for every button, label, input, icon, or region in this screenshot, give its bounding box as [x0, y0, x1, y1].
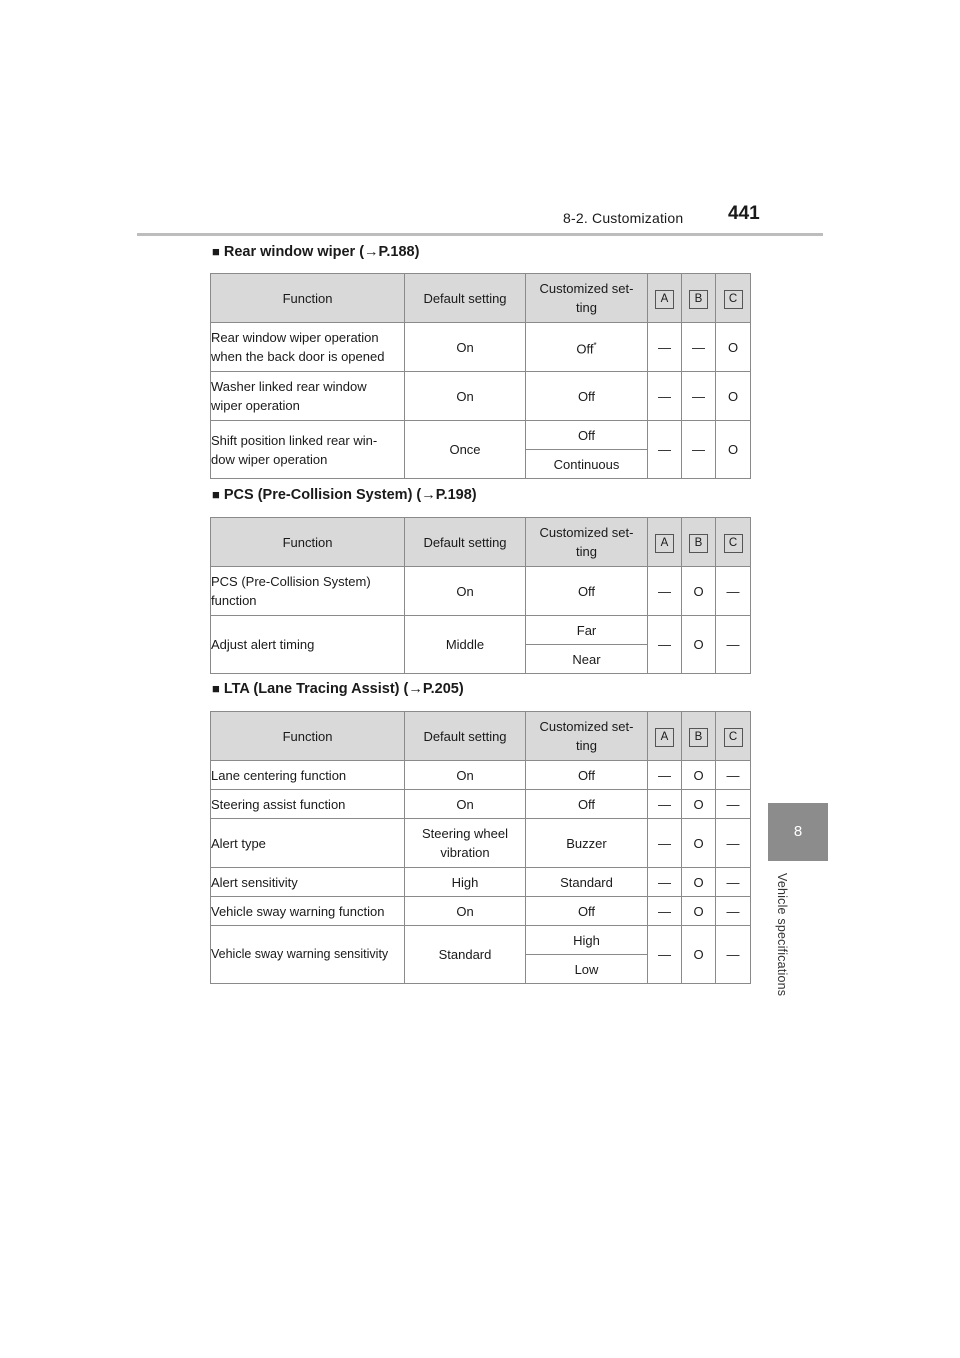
footnote-mark: *	[593, 340, 597, 350]
default-cell: On	[405, 567, 526, 616]
default-cell: Steering wheel vibration	[405, 819, 526, 868]
a-cell: —	[648, 421, 682, 479]
page-number: 441	[728, 203, 760, 224]
function-cell: Lane centering function	[211, 761, 405, 790]
c-cell: —	[716, 761, 751, 790]
table-row	[211, 323, 751, 372]
table-row	[211, 926, 751, 955]
chapter-tab[interactable]: 8	[768, 803, 828, 861]
function-cell: Rear window wiper operation when the back door is opened	[211, 323, 405, 372]
table-row	[211, 897, 751, 926]
b-cell: —	[682, 323, 716, 372]
custom-cell: Standard	[526, 868, 648, 897]
default-cell: Once	[405, 421, 526, 479]
b-cell: O	[682, 897, 716, 926]
custom-cell: Off	[526, 567, 648, 616]
custom-cell: Near	[526, 645, 648, 674]
c-cell: O	[716, 372, 751, 421]
col-header-c: C	[716, 712, 751, 761]
default-cell: High	[405, 868, 526, 897]
pcs-table	[210, 517, 751, 674]
c-cell: —	[716, 790, 751, 819]
col-header-default: Default setting	[405, 274, 526, 323]
b-cell: O	[682, 616, 716, 674]
col-header-custom: Customized set- ting	[526, 712, 648, 761]
function-cell: Alert type	[211, 819, 405, 868]
custom-cell: Far	[526, 616, 648, 645]
rear-wiper-table	[210, 273, 751, 479]
col-header-function: Function	[211, 712, 405, 761]
custom-cell: Off	[526, 421, 648, 450]
c-cell: —	[716, 819, 751, 868]
b-cell: —	[682, 421, 716, 479]
col-header-custom: Customized set- ting	[526, 518, 648, 567]
c-cell: —	[716, 926, 751, 984]
col-header-c: C	[716, 274, 751, 323]
table-row	[211, 421, 751, 450]
function-cell: Vehicle sway warning sensitivity	[211, 926, 405, 984]
function-cell: Adjust alert timing	[211, 616, 405, 674]
col-header-custom: Customized set- ting	[526, 274, 648, 323]
col-header-b: B	[682, 274, 716, 323]
default-cell: On	[405, 372, 526, 421]
section-title-rear-wiper	[212, 244, 419, 260]
col-header-function: Function	[211, 274, 405, 323]
custom-cell: Off	[526, 790, 648, 819]
table-row	[211, 372, 751, 421]
c-cell: —	[716, 897, 751, 926]
square-bullet-icon	[212, 244, 220, 259]
b-cell: O	[682, 868, 716, 897]
c-cell: —	[716, 616, 751, 674]
a-cell: —	[648, 897, 682, 926]
section-title-text: PCS (Pre-Collision System) (→P.198)	[223, 487, 477, 503]
a-cell: —	[648, 868, 682, 897]
custom-cell: Off	[526, 897, 648, 926]
a-cell: —	[648, 616, 682, 674]
custom-cell: Continuous	[526, 450, 648, 479]
function-cell: Vehicle sway warning function	[211, 897, 405, 926]
b-cell: O	[682, 761, 716, 790]
function-cell: Alert sensitivity	[211, 868, 405, 897]
a-cell: —	[648, 567, 682, 616]
a-cell: —	[648, 819, 682, 868]
default-cell: Middle	[405, 616, 526, 674]
function-cell: Washer linked rear window wiper operation	[211, 372, 405, 421]
b-cell: O	[682, 567, 716, 616]
c-cell: —	[716, 868, 751, 897]
col-header-b: B	[682, 518, 716, 567]
chapter-label: Vehicle specifications	[775, 873, 789, 997]
custom-cell: Off	[526, 761, 648, 790]
c-cell: —	[716, 567, 751, 616]
b-cell: O	[682, 790, 716, 819]
col-header-c: C	[716, 518, 751, 567]
section-heading: 8-2. Customization	[563, 210, 684, 226]
default-cell: On	[405, 790, 526, 819]
default-cell: On	[405, 897, 526, 926]
col-header-default: Default setting	[405, 518, 526, 567]
c-cell: O	[716, 323, 751, 372]
default-cell: On	[405, 323, 526, 372]
table-row	[211, 868, 751, 897]
lta-table	[210, 711, 751, 984]
b-cell: —	[682, 372, 716, 421]
a-cell: —	[648, 372, 682, 421]
section-title-text: Rear window wiper (→P.188)	[223, 244, 420, 260]
custom-cell: Buzzer	[526, 819, 648, 868]
custom-cell: Off	[526, 372, 648, 421]
col-header-a: A	[648, 712, 682, 761]
default-cell: Standard	[405, 926, 526, 984]
custom-cell: Off*	[526, 323, 648, 372]
table-row	[211, 616, 751, 645]
col-header-function: Function	[211, 518, 405, 567]
table-row	[211, 819, 751, 868]
function-cell: PCS (Pre-Collision System) function	[211, 567, 405, 616]
col-header-b: B	[682, 712, 716, 761]
custom-cell: Low	[526, 955, 648, 984]
table-row	[211, 790, 751, 819]
square-bullet-icon	[212, 487, 220, 502]
section-title-pcs	[212, 487, 477, 503]
col-header-default: Default setting	[405, 712, 526, 761]
function-cell: Steering assist function	[211, 790, 405, 819]
custom-cell: High	[526, 926, 648, 955]
a-cell: —	[648, 761, 682, 790]
table-row	[211, 761, 751, 790]
col-header-a: A	[648, 274, 682, 323]
col-header-a: A	[648, 518, 682, 567]
a-cell: —	[648, 926, 682, 984]
b-cell: O	[682, 819, 716, 868]
default-cell: On	[405, 761, 526, 790]
table-row	[211, 567, 751, 616]
square-bullet-icon	[212, 681, 220, 696]
a-cell: —	[648, 323, 682, 372]
c-cell: O	[716, 421, 751, 479]
function-cell: Shift position linked rear win- dow wiper operation	[211, 421, 405, 479]
header-divider	[137, 233, 823, 236]
b-cell: O	[682, 926, 716, 984]
section-title-lta	[212, 681, 464, 697]
section-title-text: LTA (Lane Tracing Assist) (→P.205)	[223, 681, 464, 697]
a-cell: —	[648, 790, 682, 819]
